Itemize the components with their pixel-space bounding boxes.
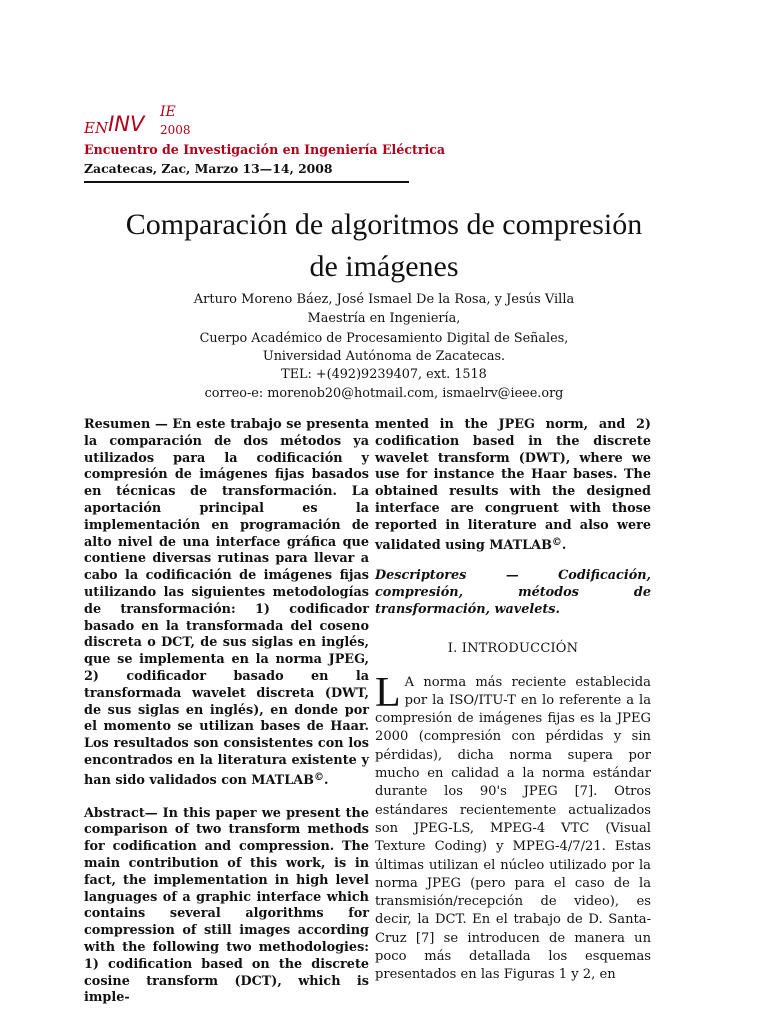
descriptores: Descriptores — Codificación, compresión, métodos de transformación, wavelets. bbox=[375, 568, 651, 617]
affiliation-university: Universidad Autónoma de Zacatecas. bbox=[262, 349, 506, 364]
right-column bbox=[375, 417, 651, 985]
affiliation-program: Maestría en Ingeniería, bbox=[307, 311, 461, 326]
abstract-right-text: mented in the JPEG norm, and 2) codification based in the discrete wavelet transform (DWT), where we use for instance the Haar bases. The obtained results with the designed interface are congruent with those reported in literature and also were validated using MATLAB bbox=[375, 417, 651, 553]
place-date: Zacatecas, Zac, Marzo 13—14, 2008 bbox=[84, 161, 333, 176]
logo-en: EN bbox=[84, 119, 109, 137]
resumen-paragraph bbox=[84, 417, 369, 790]
conference-logo bbox=[84, 104, 191, 137]
header-rule bbox=[84, 181, 409, 183]
affiliation-phone: TEL: +(492)9239407, ext. 1518 bbox=[281, 367, 487, 382]
affiliation-email: correo-e: morenob20@hotmail.com, ismaelrv@ieee.org bbox=[204, 386, 564, 401]
title-line-1: Comparación de algoritmos de compresión bbox=[125, 208, 643, 241]
resumen-end: . bbox=[323, 772, 329, 788]
affiliation-group: Cuerpo Académico de Procesamiento Digital de Señales, bbox=[199, 331, 569, 346]
copyright-symbol-2: © bbox=[551, 536, 562, 548]
intro-paragraph bbox=[375, 669, 651, 985]
logo-inv: INV bbox=[108, 112, 145, 136]
drop-cap: L bbox=[375, 669, 401, 716]
authors: Arturo Moreno Báez, José Ismael De la Rosa, y Jesús Villa bbox=[193, 292, 575, 307]
logo-ie: IE bbox=[160, 104, 176, 120]
copyright-symbol: © bbox=[313, 771, 324, 783]
paper-title bbox=[60, 204, 708, 288]
intro-text: A norma más reciente establecida por la ISO/ITU-T en lo referente a la compresión de imágenes fijas es la JPEG 2000 (compresión con pérdidas y sin pérdidas), dicha norma supera por mucho en calidad a la norma estándar durante los 90's JPEG [7]. Otros estándares recientemente actualizados son JPEG-LS, MPEG-4 VTC (Visual Texture Coding) y MPEG-4/7/21. Estas últimas utilizan el núcleo utilizado por la norma JPEG (pero para el caso de la transmisión/recepción de video), es decir, la DCT. En el trabajo de D. Santa-Cruz [7] se introducen de manera un poco más detallada los esquemas presentados en las Figuras 1 y 2, en bbox=[375, 674, 651, 983]
resumen-text: Resumen — En este trabajo se presenta la comparación de dos métodos ya utilizados para la codificación y compresión de imágenes fijas basados en técnicas de transformación. La aportación principal es la implementación en programación de alto nivel de una interface gráfica que contiene diversas rutinas para llevar a cabo la codificación de imágenes fijas utilizando las siguientes metodologías de transformación: 1) codificador basado en la transformada del coseno discreta o DCT, de sus siglas en inglés, que se implementa en la norma JPEG, 2) codificador basado en la transformada wavelet discreta (DWT, de sus siglas en inglés), en donde por el momento se utilizan bases de Haar. Los resultados son consistentes con los encontrados en la literatura existente y han sido validados con MATLAB bbox=[84, 417, 369, 788]
left-column bbox=[84, 417, 369, 1007]
abstract-left: Abstract— In this paper we present the comparison of two transform methods for codification and compression. The main contribution of this work, is in fact, the implementation in high level languages of a graphic interface which contains several algorithms for compression of still images according with the following two methodologies: 1) codification based on the discrete cosine transform (DCT), which is imple- bbox=[84, 805, 369, 1006]
logo-year: 2008 bbox=[160, 123, 191, 137]
section-heading: I. INTRODUCCIÓN bbox=[447, 640, 579, 656]
event-name: Encuentro de Investigación en Ingeniería Eléctrica bbox=[84, 142, 446, 157]
abstract-end: . bbox=[561, 537, 567, 553]
title-line-2: de imágenes bbox=[309, 250, 459, 283]
abstract-right bbox=[375, 417, 651, 554]
